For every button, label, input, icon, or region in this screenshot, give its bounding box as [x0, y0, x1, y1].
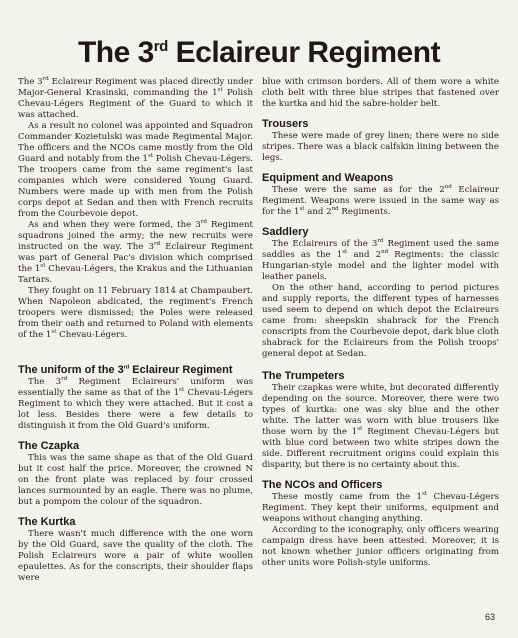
ordinal-superscript: st	[342, 249, 348, 256]
intro-paragraph	[18, 77, 253, 121]
text-run: As and when they were formed, the 3	[28, 220, 201, 230]
ordinal-superscript: st	[422, 491, 428, 498]
text-run: The uniform of the 3	[18, 364, 124, 376]
history-paragraph	[18, 286, 253, 341]
equipment-paragraph	[262, 185, 499, 218]
czapka-paragraph: This was the same shape as that of the Old Guard but it cost half the price. Moreover, the crowned N on the front plate was replaced by four crossed lances surmounted by an eagle. There was no plume, but a pompom the colour of the squadron.	[18, 453, 253, 507]
ordinal-superscript: rd	[153, 241, 161, 248]
text-run: These mostly came from the 1	[272, 492, 423, 502]
nco-paragraph-2: According to the iconography, only officers wearing campaign dress have been attested. Moreover, it is not known whether junior officers originating from other units wore Polish-style uniforms.	[262, 525, 499, 568]
trumpeters-heading: The Trumpeters	[262, 370, 345, 382]
command-paragraph	[18, 121, 253, 220]
right-column	[262, 77, 499, 569]
text-run: The 3	[18, 77, 43, 87]
text-run: Eclaireur Regiment. Weapons were issued in the same way as for the 1	[262, 185, 499, 217]
text-run: Regiments: the classic Hungarian-style model and the lighter model with leather panels.	[262, 250, 500, 282]
ordinal-superscript: rd	[377, 238, 384, 245]
text-run: Regiments.	[338, 207, 391, 217]
text-run: The 3	[28, 377, 62, 387]
text-run: Eclaireur Regiment	[129, 364, 233, 376]
ordinal-superscript: st	[51, 329, 57, 336]
ordinal-superscript: rd	[200, 219, 207, 226]
ordinal-superscript: st	[299, 206, 305, 213]
formation-paragraph	[18, 220, 253, 286]
uniform-paragraph	[18, 377, 253, 432]
page-number: 63	[485, 612, 496, 622]
saddlery-paragraph-2: On the other hand, according to period pictures and supply reports, the different types of harnesses used seem to depend on which depot the Eclaireurs came from: sheepskin shabrack for the French conscripts from the Courbevoie depot, dark blue cloth shabrack for the Eclaireurs from the Polish troops' general depot at Sedan.	[262, 283, 499, 359]
text-run: Regiment used the same saddles as the 1	[262, 239, 499, 260]
ordinal-superscript: st	[217, 87, 223, 94]
nco-paragraph-1	[262, 492, 499, 525]
text-run: Eclaireur Regiment was part of General Pac's division which comprised the 1	[18, 242, 253, 274]
ordinal-superscript: st	[148, 153, 154, 160]
uniform-heading	[18, 363, 253, 377]
ordinal-superscript: st	[357, 426, 363, 433]
ordinal-superscript: nd	[381, 249, 389, 256]
text-run: Regiment squadrons joined the army; the new recruits were instructed on the way. The 3	[18, 220, 253, 252]
ordinal-superscript: st	[179, 387, 185, 394]
trousers-heading: Trousers	[262, 118, 309, 130]
left-column	[18, 77, 253, 584]
page-title: The 3rd Eclaireur Regiment	[77, 36, 441, 69]
kurtka-continued-paragraph: blue with crimson borders. All of them wore a white cloth belt with three blue stripes that fastened over the kurtka and hid the sabre-holder belt.	[262, 77, 499, 109]
text-run: As a result no colonel was appointed and Squadron Commander Kozietulski was made Regimental Major. The officers and the NCOs came mostly from the Old Guard and notably from the 1	[18, 121, 253, 164]
czapka-heading: The Czapka	[18, 440, 80, 452]
kurtka-heading: The Kurtka	[18, 516, 76, 528]
text-run: They fought on 11 February 1814 at Champaubert. When Napoleon abdicated, the regiment's French troopers were dismissed; the Poles were released from their oath and returned to Poland with elements of the 1	[18, 286, 253, 340]
text-run: Eclaireur Regiment was placed directly under Major-General Krasinski, commanding the 1	[18, 77, 253, 98]
equipment-heading: Equipment and Weapons	[262, 172, 394, 184]
text-run: The Eclaireurs of the 3	[272, 239, 378, 249]
text-run: These were the same as for the 2	[272, 185, 445, 195]
trumpeters-paragraph	[262, 383, 499, 471]
nco-heading: The NCOs and Officers	[262, 479, 383, 491]
text-run: Regiment Chevau-Légers but with blue cord between two white stripes down the side. Different recruitment origins could explain this disparity, but there is no certainty about this.	[262, 427, 499, 470]
ordinal-superscript: nd	[444, 184, 452, 191]
saddlery-heading: Saddlery	[262, 226, 309, 238]
text-run: Chevau-Légers Regiment. They kept their uniforms, equipment and weapons without changing anything.	[262, 492, 500, 524]
text-run: and 2	[347, 250, 382, 260]
text-run: Polish Chevau-Légers. The troopers came from the same regiment's last companies which were considered Young Guard. Numbers were made up with men from the Polish corps depot at Sedan and then with French recruits from the Courbevoie depot.	[18, 154, 253, 219]
ordinal-superscript: rd	[61, 376, 68, 383]
text-run: Polish Chevau-Légers Regiment of the Guard to which it was attached.	[18, 88, 254, 120]
saddlery-paragraph-1	[262, 239, 499, 283]
text-run: Chevau-Légers Regiment to which they were attached. But it cost a lot less. Besides there were a few details to distinguish it from the Old Guard's uniform.	[18, 388, 253, 431]
kurtka-paragraph: There wasn't much difference with the one worn by the Old Guard, save the quality of the cloth. The Polish Eclaireurs wore a pair of white woollen epaulettes. As for the conscripts, their shoulder flaps were	[18, 529, 253, 583]
text-run: and 2	[304, 207, 332, 217]
ordinal-superscript: rd	[42, 76, 49, 83]
ordinal-superscript: st	[40, 263, 46, 270]
text-run: Chevau-Légers, the Krakus and the Lithuanian Tartars.	[18, 264, 253, 285]
text-run: Their czapkas were white, but decorated differently depending on the source. Moreover, there were two types of kurtka: one was sky blue and the other white. The latter was worn with blue trousers like those worn by the 1	[262, 383, 499, 437]
ordinal-superscript: nd	[331, 206, 339, 213]
text-run: Chevau-Légers.	[56, 330, 128, 340]
trousers-paragraph: These were made of grey linen; there were no side stripes. There was a black calfskin lining between the legs.	[262, 131, 499, 163]
ordinal-superscript: rd	[123, 364, 130, 371]
text-run: Regiment Eclaireurs' uniform was essentially the same as that of the 1	[18, 377, 253, 398]
